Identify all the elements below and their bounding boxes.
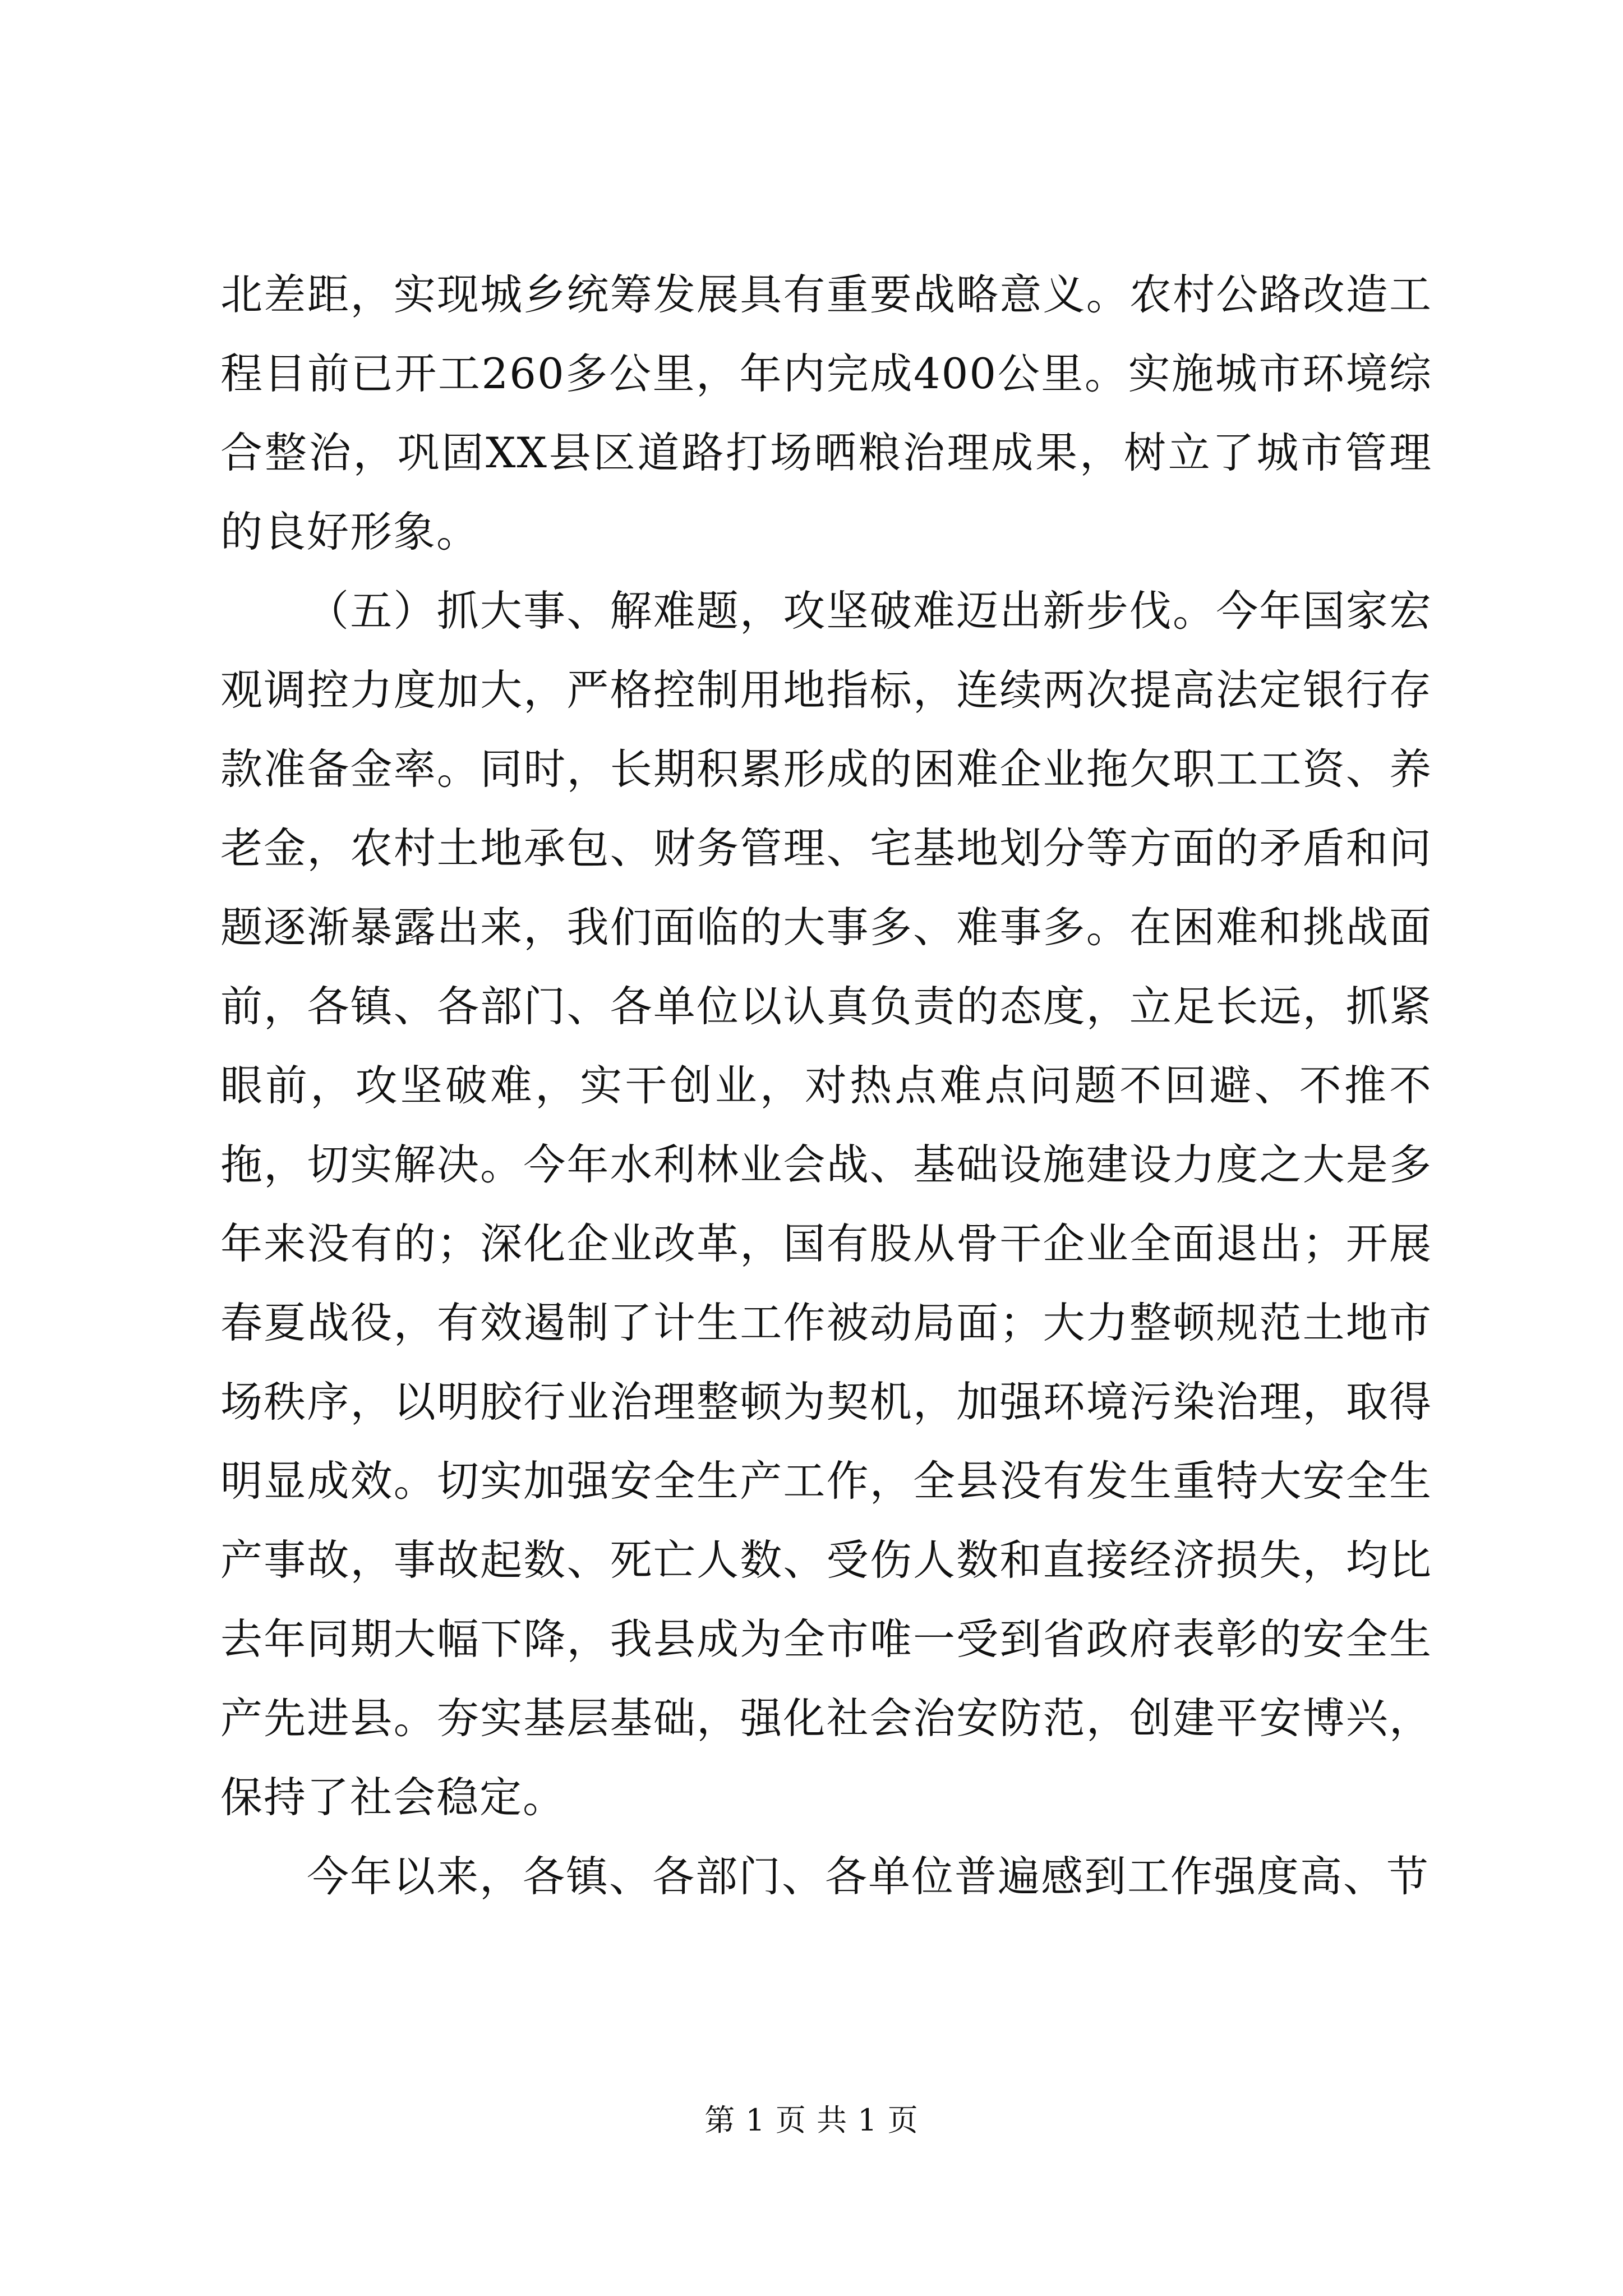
paragraph-2: （五）抓大事、解难题，攻坚破难迈出新步伐。今年国家宏观调控力度加大，严格控制用地指标，连续两次提高法定银行存款准备金率。同时，长期积累形成的困难企业拖欠职工工资、养老金，农村土地承包、财务管理、宅基地划分等方面的矛盾和问题逐渐暴露出来，我们面临的大事多、难事多。在困难和挑战面前，各镇、各部门、各单位以认真负责的态度，立足长远，抓紧眼前，攻坚破难，实干创业，对热点难点问题不回避、不推不拖，切实解决。今年水利林业会战、基础设施建设力度之大是多年来没有的；深化企业改革，国有股从骨干企业全面退出；开展春夏战役，有效遏制了计生工作被动局面；大力整顿规范土地市场秩序，以明胶行业治理整顿为契机，加强环境污染治理，取得明显成效。切实加强安全生产工作，全县没有发生重特大安全生产事故，事故起数、死亡人数、受伤人数和直接经济损失，均比去年同期大幅下降，我县成为全市唯一受到省政府表彰的安全生产先进县。夯实基层基础，强化社会治安防范，创建平安博兴，保持了社会稳定。 [220, 586, 1432, 1822]
paragraph-1: 北差距，实现城乡统筹发展具有重要战略意义。农村公路改造工程目前已开工260多公里，年内完成400公里。实施城市环境综合整治，巩固XX县区道路打场晒粮治理成果，树立了城市管理的良好形象。 [220, 270, 1432, 556]
document-body [220, 255, 1432, 1916]
paragraph-3: 今年以来，各镇、各部门、各单位普遍感到工作强度高、节 [307, 1852, 1430, 1901]
page-footer: 第 1 页 共 1 页 [704, 2102, 919, 2138]
